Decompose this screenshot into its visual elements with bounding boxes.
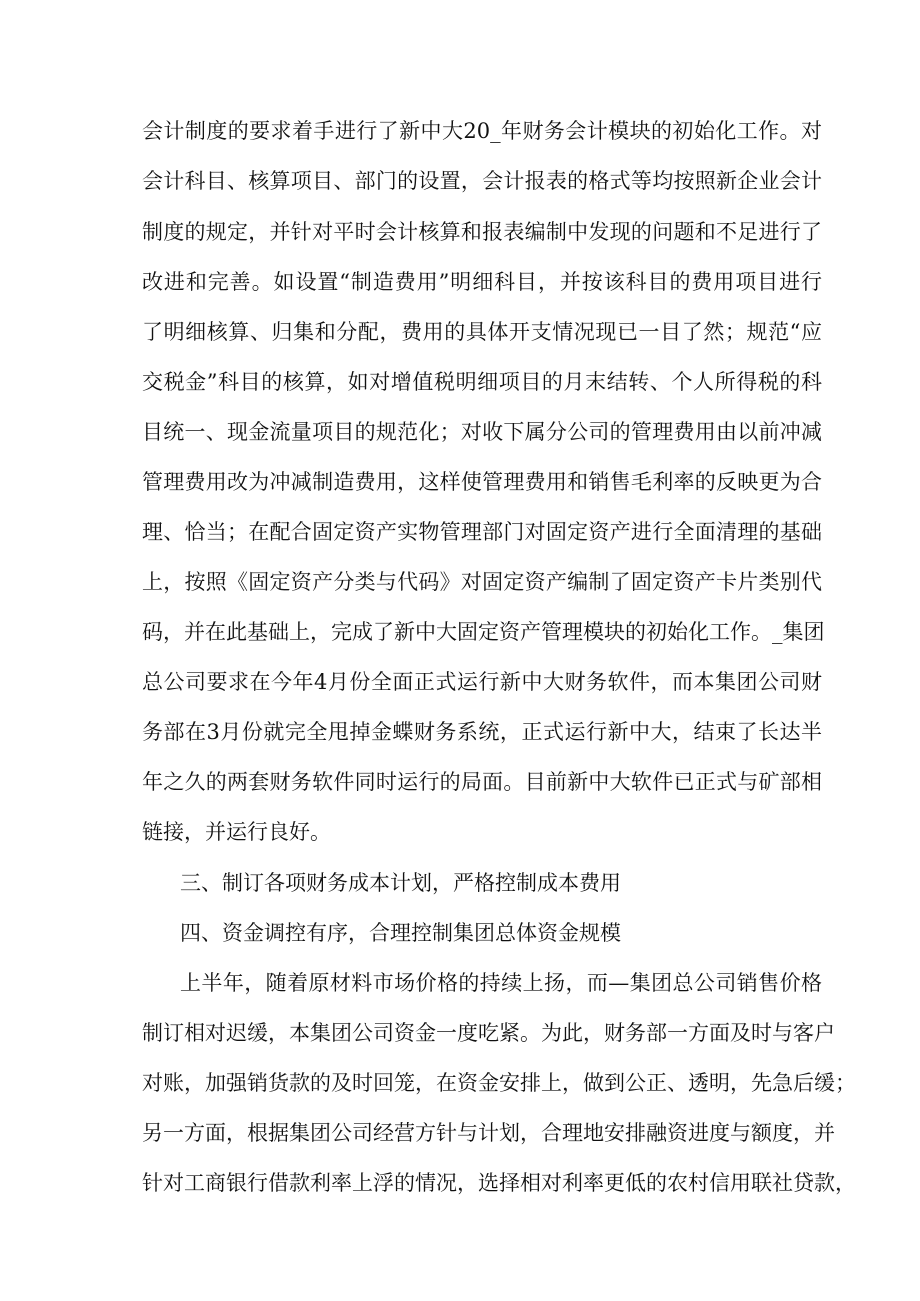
paragraph-1-line-11: 码，并在此基础上，完成了新中大固定资产管理模块的初始化工作。_集团: [142, 620, 825, 644]
paragraph-1-line-15: 链接，并运行良好。: [142, 820, 331, 844]
paragraph-2-line-2: 制订相对迟缓，本集团公司资金一度吃紧。为此，财务部一方面及时与客户: [142, 1021, 835, 1045]
paragraph-1-line-14: 年之久的两套财务软件同时运行的局面。目前新中大软件已正式与矿部相: [142, 770, 822, 794]
paragraph-1-line-6: 交税金”科目的核算，如对增值税明细项目的月末结转、个人所得税的科: [142, 370, 822, 394]
paragraph-2-line-4: 另一方面，根据集团公司经营方针与计划，合理地安排融资进度与额度，并: [142, 1121, 835, 1145]
paragraph-1-line-10: 上，按照《固定资产分类与代码》对固定资产编制了固定资产卡片类别代: [142, 570, 822, 594]
paragraph-1-line-4: 改进和完善。如设置“制造费用”明细科目，并按该科目的费用项目进行: [142, 270, 822, 294]
paragraph-1-line-3: 制度的规定，并针对平时会计核算和报表编制中发现的问题和不足进行了: [142, 220, 822, 244]
paragraph-1-line-9: 理、恰当；在配合固定资产实物管理部门对固定资产进行全面清理的基础: [142, 520, 822, 544]
paragraph-1-line-2: 会计科目、核算项目、部门的设置，会计报表的格式等均按照新企业会计: [142, 169, 822, 193]
paragraph-1-line-5: 了明细核算、归集和分配，费用的具体开支情况现已一目了然；规范“应: [142, 320, 822, 344]
paragraph-1-line-13: 务部在3月份就完全甩掉金蝶财务系统，正式运行新中大，结束了长达半: [142, 720, 822, 744]
paragraph-2-line-1: 上半年，随着原材料市场价格的持续上扬，而—集团总公司销售价格: [180, 971, 822, 995]
paragraph-1-line-12: 总公司要求在今年4月份全面正式运行新中大财务软件，而本集团公司财: [142, 670, 822, 694]
paragraph-1-line-8: 管理费用改为冲减制造费用，这样使管理费用和销售毛利率的反映更为合: [142, 470, 822, 494]
paragraph-1-line-1: 会计制度的要求着手进行了新中大20_年财务会计模块的初始化工作。对: [142, 119, 822, 143]
section-heading-4: 四、资金调控有序，合理控制集团总体资金规模: [180, 921, 621, 945]
section-heading-3: 三、制订各项财务成本计划，严格控制成本费用: [180, 871, 621, 895]
paragraph-2-line-5: 针对工商银行借款利率上浮的情况，选择相对利率更低的农村信用联社贷款，: [142, 1171, 856, 1195]
paragraph-1-line-7: 目统一、现金流量项目的规范化；对收下属分公司的管理费用由以前冲减: [142, 420, 822, 444]
paragraph-2-line-3: 对账，加强销货款的及时回笼，在资金安排上，做到公正、透明，先急后缓；: [142, 1071, 856, 1095]
